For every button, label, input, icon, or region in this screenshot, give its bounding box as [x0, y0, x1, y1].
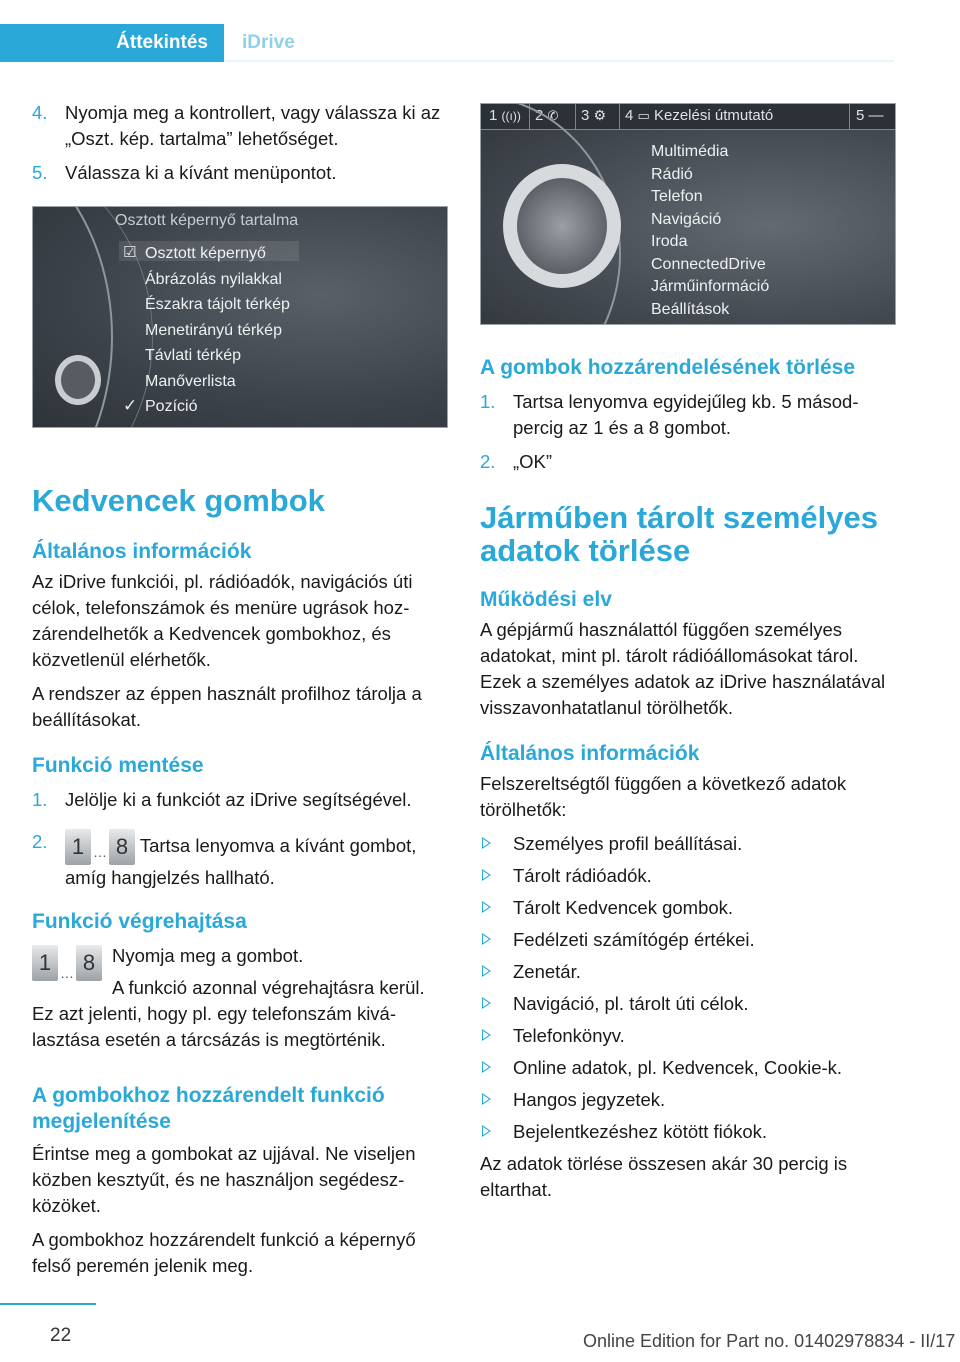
- left-column: [32, 100, 450, 1279]
- heading-favorites: Kedvencek gombok: [32, 483, 325, 518]
- tab-overview[interactable]: Áttekintés: [0, 24, 224, 62]
- list-item: Hangos jegyzetek.: [480, 1087, 896, 1113]
- menu-item[interactable]: Iroda: [651, 233, 688, 250]
- bullet-triangle-icon: [482, 869, 491, 881]
- step-4: 4. Nyomja meg a kontrollert, vagy válassza ki az „Oszt. kép. tartalma” lehetőséget.: [32, 102, 441, 149]
- bullet-triangle-icon: [482, 933, 491, 945]
- delete-step-1: 1. Tartsa lenyomva egyidejűleg kb. 5 másodpercig az 1 és a 8 gombot.: [480, 391, 859, 438]
- general-paragraph-right: Felszereltségtől függően a következő adatok törölhetők:: [480, 773, 847, 820]
- menu-item[interactable]: Rádió: [651, 165, 693, 183]
- screen2-menu: [651, 141, 769, 321]
- display-paragraph-1: Érintse meg a gombokat az ujjával. Ne viseljen közben kesztyűt, és ne használjon segédeszközöket.: [32, 1143, 416, 1216]
- menu-item[interactable]: Északra tájolt térkép: [145, 296, 290, 313]
- tab-idrive[interactable]: iDrive: [224, 24, 894, 62]
- bullet-triangle-icon: [482, 1061, 491, 1073]
- tab-2[interactable]: 2 ✆: [535, 107, 559, 124]
- menu-item[interactable]: Járműinformáció: [651, 278, 770, 295]
- list-item: Tárolt Kedvencek gombok.: [480, 895, 896, 921]
- bullet-triangle-icon: [482, 1093, 491, 1105]
- bullet-triangle-icon: [482, 965, 491, 977]
- list-item: Fedélzeti számítógép értékei.: [480, 927, 896, 953]
- menu-item[interactable]: Osztott képernyő: [145, 245, 266, 262]
- save-step-1: 1. Jelölje ki a funkciót az iDrive segítségével.: [32, 789, 412, 810]
- tab-1[interactable]: 1 ((ı)): [489, 107, 521, 124]
- heading-display-function: A gombokhoz hozzárendelt funkció megjelenítése: [32, 1084, 385, 1133]
- list-item: Személyes profil beállításai.: [480, 831, 896, 857]
- list-item: Bejelentkezéshez kötött fiókok.: [480, 1119, 896, 1145]
- execute-paragraph-2: A funkció azonnal végrehajtásra kerül. Ez azt jelenti, hogy pl. egy telefonszám kiválasztása esetén a tárcsázás is megtörténik.: [32, 977, 425, 1050]
- general-paragraph-1: Az iDrive funkciói, pl. rádióadók, navigációs úti célok, telefonszámok és menüre ugrások hozzárendelhetők a Kedvencek gombokhoz, és közvetlenül elérhetők.: [32, 571, 413, 670]
- delete-step-2: 2. „OK”: [480, 451, 553, 472]
- display-paragraph-2: A gombokhoz hozzárendelt funkció a képernyő felső peremén jelenik meg.: [32, 1229, 416, 1276]
- screen1-menu: [145, 241, 290, 420]
- favorite-button-1-icon: 1: [65, 829, 91, 865]
- footer-rule: [0, 1303, 96, 1305]
- edition-notice: Online Edition for Part no. 01402978834 - II/17: [583, 1331, 956, 1351]
- principle-paragraph: A gépjármű használattól függően személyes adatokat, mint pl. tárolt rádióállomásokat tárol. Ezek a személyes adatok az iDrive használatával visszavonhatatlanul törölhetők.: [480, 619, 886, 718]
- tab-3[interactable]: 3 ⚙: [581, 107, 607, 124]
- list-item: Online adatok, pl. Kedvencek, Cookie-k.: [480, 1055, 896, 1081]
- menu-item[interactable]: Manőverlista: [145, 372, 236, 390]
- save-steps: [32, 787, 450, 891]
- heading-general-info-right: Általános információk: [480, 742, 700, 765]
- heading-execute-function: Funkció végrehajtása: [32, 910, 247, 933]
- list-item: Zenetár.: [480, 959, 896, 985]
- menu-item[interactable]: ConnectedDrive: [651, 255, 766, 273]
- menu-item[interactable]: Távlati térkép: [145, 347, 242, 364]
- general-paragraph-2: A rendszer az éppen használt profilhoz tárolja a beállításokat.: [32, 683, 422, 730]
- page-number: 22: [50, 1325, 72, 1346]
- right-column: [480, 100, 896, 1203]
- list-item: Navigáció, pl. tárolt úti célok.: [480, 991, 896, 1017]
- menu-item[interactable]: Ábrázolás nyilakkal: [145, 270, 282, 288]
- favorite-button-8-icon: 8: [109, 829, 135, 865]
- step-5: 5. Válassza ki a kívánt menüpontot.: [32, 162, 337, 183]
- execute-block: [32, 943, 450, 1053]
- execute-paragraph-1: Nyomja meg a gombot.: [112, 945, 304, 966]
- heading-save-function: Funkció mentése: [32, 754, 204, 777]
- steps-top: [32, 100, 450, 186]
- bullet-triangle-icon: [482, 837, 491, 849]
- check-icon: ✓: [123, 396, 138, 415]
- favorite-buttons-icon: 1 … 8: [32, 945, 102, 981]
- menu-item[interactable]: Beállítások: [651, 300, 730, 318]
- save-step-2: 2. 1 … 8 Tartsa lenyomva a kívánt gombot, amíg hangjelzés hallható.: [32, 831, 417, 888]
- menu-item[interactable]: Telefon: [651, 188, 703, 205]
- screen1-title: Osztott képernyő tartalma: [115, 212, 299, 229]
- tab-5[interactable]: 5 —: [856, 107, 884, 124]
- closing-paragraph: Az adatok törlése összesen akár 30 percig is eltarthat.: [480, 1153, 848, 1200]
- bullet-triangle-icon: [482, 997, 491, 1009]
- list-item: Telefonkönyv.: [480, 1023, 896, 1049]
- heading-principle: Működési elv: [480, 588, 612, 611]
- heading-general-info: Általános információk: [32, 540, 252, 563]
- header-tabs: [0, 24, 894, 62]
- menu-item[interactable]: Navigáció: [651, 210, 722, 228]
- heading-delete-assignment: A gombok hozzárendelésének törlése: [480, 356, 855, 379]
- bullet-triangle-icon: [482, 1125, 491, 1137]
- menu-item[interactable]: Multimédia: [651, 143, 729, 160]
- heading-personal-data: Járműben tárolt személyes adatok törlése: [480, 500, 879, 568]
- delete-steps: [480, 389, 896, 475]
- deletable-data-list: [480, 831, 896, 1145]
- controller-knob-icon: [503, 164, 621, 288]
- list-item: Tárolt rádióadók.: [480, 863, 896, 889]
- tab-4[interactable]: 4 ▭ Kezelési útmutató: [625, 107, 774, 124]
- menu-item[interactable]: Pozíció: [145, 398, 198, 415]
- split-screen-content-screenshot: Osztott képernyő tartalma ☑ ✓ Osztott képernyő Ábrázolás nyilakkal Északra tájolt térkép Menetirányú térkép Távlati térkép Manőverlista Pozíció: [32, 206, 448, 428]
- bullet-triangle-icon: [482, 1029, 491, 1041]
- bullet-triangle-icon: [482, 901, 491, 913]
- idrive-main-menu-screenshot: [480, 103, 896, 325]
- menu-item[interactable]: Menetirányú térkép: [145, 321, 282, 339]
